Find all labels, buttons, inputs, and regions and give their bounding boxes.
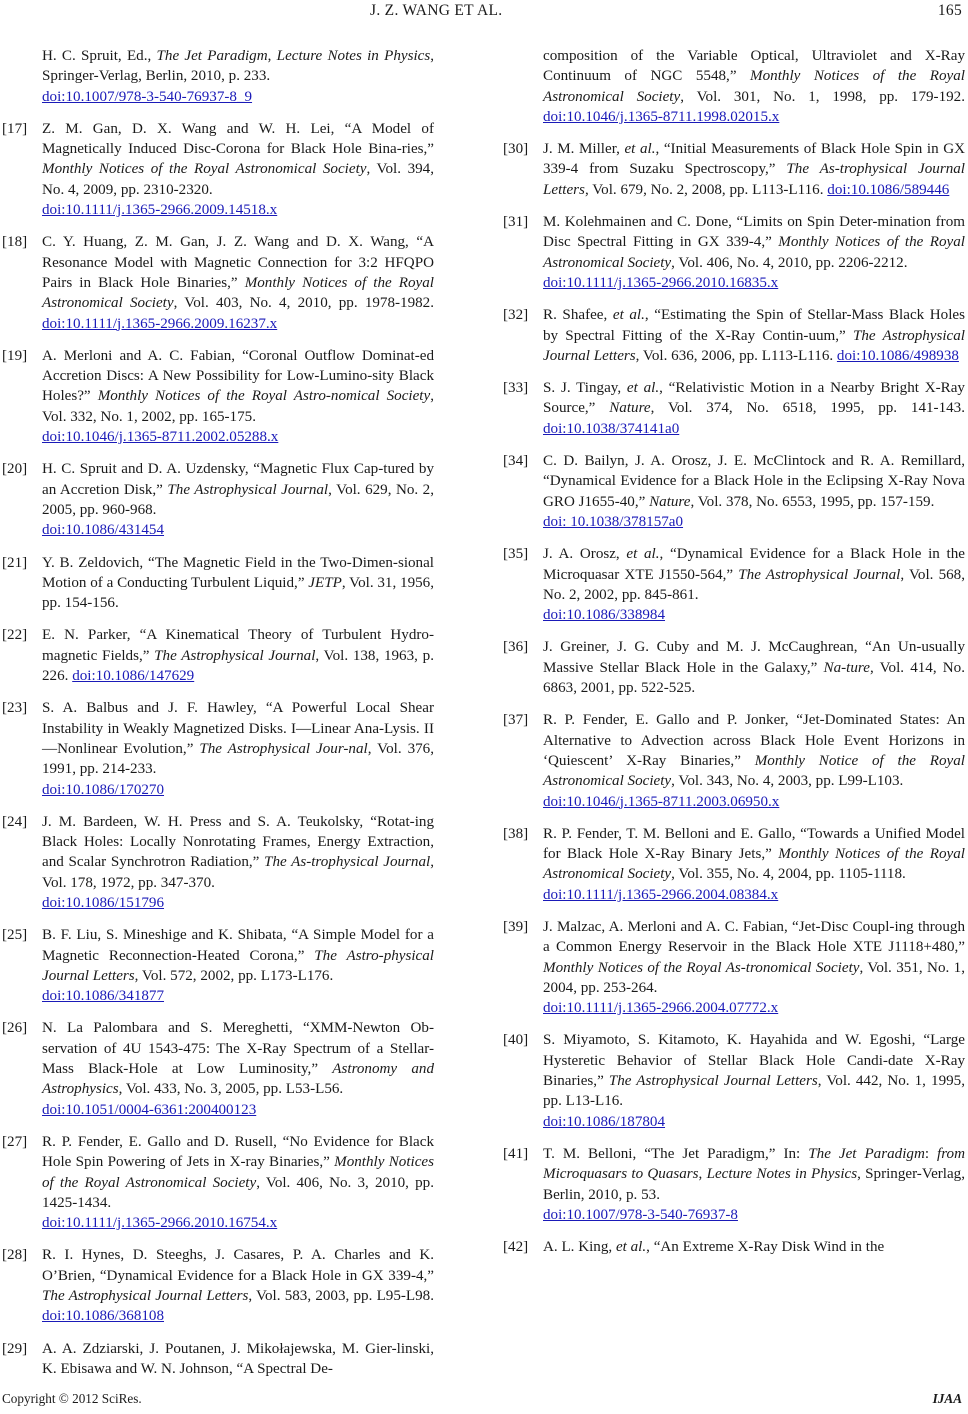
reference-number: [19] <box>2 347 28 364</box>
reference-entry <box>2 119 434 220</box>
reference-entry <box>503 305 965 366</box>
reference-entry <box>2 1132 434 1233</box>
reference-text: A. L. King, et al., “An Extreme X-Ray Disk Wind in the <box>543 1239 885 1256</box>
reference-text: R. I. Hynes, D. Steeghs, J. Casares, P. A. Charles and K. O’Brien, “Dynamical Evidence for a Black Hole in GX 339-4,” The Astrophysical Journal Letters, Vol. 583, 2003, pp. L95-L98. <box>42 1247 434 1305</box>
reference-text: J. Greiner, J. G. Cuby and M. J. McCaughrean, “An Un-usually Massive Stellar Black Hole in the Galaxy,” Na-ture, Vol. 414, No. 6863, 2001, pp. 522-525. <box>543 639 965 697</box>
reference-entry <box>503 544 965 625</box>
reference-text: R. Shafee, et al., “Estimating the Spin of Stellar-Mass Black Holes by Spectral Fitting of the X-Ray Contin-uum,” The Astrophysical Journal Letters, Vol. 636, 2006, pp. L113-L116. <box>543 307 965 364</box>
reference-entry <box>503 1144 965 1225</box>
reference-text: S. A. Balbus and J. F. Hawley, “A Powerful Local Shear Instability in Weakly Magnetized Disks. I—Linear Ana-Lysis. II—Nonlinear Evolution,” The Astrophysical Jour-nal, Vol. 376, 1991, pp. 214-233. <box>42 700 434 778</box>
reference-entry <box>2 553 434 614</box>
reference-entry <box>503 710 965 811</box>
reference-entry <box>2 1339 434 1380</box>
reference-number: [23] <box>2 700 28 717</box>
reference-text: Z. M. Gan, D. X. Wang and W. H. Lei, “A Model of Magnetically Induced Disc-Corona for Black Hole Bina-ries,” Monthly Notices of the Royal Astronomical Society, Vol. 394, No. 4, 2009, pp. 2310-2320. <box>42 120 434 198</box>
reference-number: [18] <box>2 234 28 251</box>
doi-link[interactable]: doi:10.1086/431454 <box>42 522 165 539</box>
reference-entry <box>503 378 965 439</box>
reference-number: [36] <box>503 639 529 656</box>
doi-link[interactable]: doi:10.1038/374141a0 <box>543 420 680 437</box>
reference-number: [28] <box>2 1247 28 1264</box>
reference-text: H. C. Spruit and D. A. Uzdensky, “Magnetic Flux Cap-tured by an Accretion Disk,” The Astrophysical Journal, Vol. 629, No. 2, 2005, pp. 960-968. <box>42 461 434 518</box>
doi-link[interactable]: doi:10.1111/j.1365-2966.2010.16835.x <box>543 274 779 291</box>
reference-number: [29] <box>2 1340 28 1357</box>
doi-link[interactable]: doi:10.1046/j.1365-8711.1998.02015.x <box>543 108 780 125</box>
reference-number: [37] <box>503 712 529 729</box>
references-left-column <box>2 46 434 1391</box>
doi-link[interactable]: doi:10.1111/j.1365-2966.2010.16754.x <box>42 1215 278 1232</box>
reference-text: J. M. Miller, et al., “Initial Measurements of Black Hole Spin in GX 339-4 from Suzaku Spectroscopy,” The As-trophysical Journal Letters, Vol. 679, No. 2, 2008, pp. L113-L116. <box>543 141 966 198</box>
running-head-authors: J. Z. WANG ET AL. <box>370 2 503 19</box>
reference-entry <box>503 139 965 200</box>
reference-text: S. Miyamoto, S. Kitamoto, K. Hayahida and W. Egoshi, “Large Hysteretic Behavior of Stellar Black Hole Candi-date X-Ray Binaries,” The Astrophysical Journal Letters, Vol. 442, No. 1, 1995, pp. L13-L16. <box>543 1032 965 1110</box>
reference-entry <box>2 1018 434 1119</box>
copyright-notice: Copyright © 2012 SciRes. <box>2 1391 142 1406</box>
doi-link[interactable]: doi:10.1086/341877 <box>42 988 165 1005</box>
reference-number: [40] <box>503 1032 529 1049</box>
doi-link[interactable]: doi:10.1086/498938 <box>836 347 959 364</box>
reference-number: [38] <box>503 825 529 842</box>
reference-number: [17] <box>2 120 28 137</box>
reference-entry <box>2 698 434 799</box>
page-number: 165 <box>937 2 962 19</box>
reference-number: [30] <box>503 141 529 158</box>
reference-text: composition of the Variable Optical, Ultraviolet and X-Ray Continuum of NGC 5548,” Monthly Notices of the Royal Astronomical Society, Vol. 301, No. 1, 1998, pp. 179-192. <box>543 48 965 105</box>
reference-text: T. M. Belloni, “The Jet Paradigm,” In: The Jet Paradigm: from Microquasars to Quasars, Lecture Notes in Physics, Springer-Verlag, Berlin, 2010, p. 53. <box>543 1145 966 1203</box>
doi-link[interactable]: doi:10.1086/368108 <box>42 1308 165 1325</box>
reference-number: [26] <box>2 1020 28 1037</box>
reference-entry <box>2 625 434 686</box>
references-right-column <box>503 46 965 1269</box>
doi-link[interactable]: doi:10.1111/j.1365-2966.2004.07772.x <box>543 1000 779 1017</box>
reference-number: [27] <box>2 1133 28 1150</box>
doi-link[interactable]: doi:10.1007/978-3-540-76937-8 <box>543 1206 738 1223</box>
journal-abbreviation: IJAA <box>932 1391 962 1406</box>
reference-entry <box>2 812 434 913</box>
reference-entry <box>2 232 434 333</box>
doi-link[interactable]: doi:10.1046/j.1365-8711.2003.06950.x <box>543 793 780 810</box>
reference-text: S. J. Tingay, et al., “Relativistic Motion in a Nearby Bright X-Ray Source,” Nature, Vol. 374, No. 6518, 1995, pp. 141-143. <box>543 380 965 417</box>
reference-entry <box>2 925 434 1006</box>
reference-number: [22] <box>2 627 28 644</box>
reference-number: [32] <box>503 307 529 324</box>
reference-text: N. La Palombara and S. Mereghetti, “XMM-Newton Ob-servation of 4U 1543-475: The X-Ray Spectrum of a Stellar-Mass Black-Hole at Low Luminosity,” Astronomy and Astrophysics, Vol. 433, No. 3, 2005, pp. L53-L56. <box>42 1020 434 1098</box>
reference-text: B. F. Liu, S. Mineshige and K. Shibata, “A Simple Model for a Magnetic Reconnection-Heated Corona,” The Astro-physical Journal Letters, Vol. 572, 2002, pp. L173-L176. <box>42 927 434 984</box>
reference-entry <box>2 346 434 447</box>
doi-link[interactable]: doi:10.1111/j.1365-2966.2004.08384.x <box>543 886 779 903</box>
reference-number: [25] <box>2 927 28 944</box>
reference-number: [42] <box>503 1239 529 1256</box>
doi-link[interactable]: doi:10.1051/0004-6361:200400123 <box>42 1101 257 1118</box>
reference-entry <box>503 1237 965 1257</box>
doi-link[interactable]: doi:10.1086/147629 <box>72 668 195 685</box>
reference-number: [39] <box>503 918 529 935</box>
reference-text: A. A. Zdziarski, J. Poutanen, J. Mikołajewska, M. Gier-linski, K. Ebisawa and W. N. Johnson, “A Spectral De- <box>42 1340 434 1377</box>
reference-text: R. P. Fender, E. Gallo and P. Jonker, “Jet-Dominated States: An Alternative to Advection across Black Hole Event Horizons in ‘Quiescent’ X-Ray Binaries,” Monthly Notice of the Royal Astronomical Society, Vol. 343, No. 4, 2003, pp. L99-L103. <box>543 712 965 790</box>
doi-link[interactable]: doi:10.1086/187804 <box>543 1113 666 1130</box>
reference-text: A. Merloni and A. C. Fabian, “Coronal Outflow Dominat-ed Accretion Discs: A New Possibility for Low-Lumino-sity Black Holes?” Monthly Notices of the Royal Astro-nomical Society, Vol. 332, No. 1, 2002, pp. 165-175. <box>42 347 434 425</box>
reference-text: R. P. Fender, T. M. Belloni and E. Gallo, “Towards a Unified Model for Black Hole X-Ray Binary Jets,” Monthly Notices of the Royal Astronomical Society, Vol. 355, No. 4, 2004, pp. 1105-1118. <box>543 825 965 883</box>
reference-entry <box>503 46 965 127</box>
reference-text: E. N. Parker, “A Kinematical Theory of Turbulent Hydro-magnetic Fields,” The Astrophysical Journal, Vol. 138, 1963, p. 226. <box>42 627 434 685</box>
reference-number: [31] <box>503 214 529 231</box>
reference-text: M. Kolehmainen and C. Done, “Limits on Spin Deter-mination from Disc Spectral Fitting in GX 339-4,” Monthly Notices of the Royal Astronomical Society, Vol. 406, No. 4, 2010, pp. 2206-2212. <box>543 214 965 271</box>
reference-text: J. A. Orosz, et al., “Dynamical Evidence for a Black Hole in the Microquasar XTE J1550-564,” The Astrophysical Journal, Vol. 568, No. 2, 2002, pp. 845-861. <box>543 546 965 603</box>
reference-entry <box>2 459 434 540</box>
reference-entry <box>503 451 965 532</box>
reference-entry <box>503 212 965 293</box>
reference-text: C. D. Bailyn, J. A. Orosz, J. E. McClintock and R. A. Remillard, “Dynamical Evidence for a Black Hole in the Eclipsing X-Ray Nova GRO J1655-40,” Nature, Vol. 378, No. 6553, 1995, pp. 157-159. <box>543 453 965 510</box>
doi-link[interactable]: doi:10.1086/589446 <box>827 181 950 198</box>
reference-entry <box>503 824 965 905</box>
reference-text: H. C. Spruit, Ed., The Jet Paradigm, Lecture Notes in Physics, Springer-Verlag, Berlin, 2010, p. 233. <box>42 48 434 85</box>
doi-link[interactable]: doi:10.1046/j.1365-8711.2002.05288.x <box>42 429 279 446</box>
reference-entry <box>2 46 434 107</box>
doi-link[interactable]: doi:10.1111/j.1365-2966.2009.16237.x <box>42 315 278 332</box>
doi-link[interactable]: doi:10.1086/151796 <box>42 894 165 911</box>
doi-link[interactable]: doi:10.1086/338984 <box>543 607 666 624</box>
running-head <box>0 2 968 24</box>
doi-link[interactable]: doi:10.1111/j.1365-2966.2009.14518.x <box>42 202 278 219</box>
reference-number: [21] <box>2 554 28 571</box>
reference-entry <box>2 1245 434 1326</box>
reference-text: J. M. Bardeen, W. H. Press and S. A. Teukolsky, “Rotat-ing Black Holes: Locally Nonrotating Frames, Energy Extraction, and Scalar Synchrotron Radiation,” The As-trophysical Journal, Vol. 178, 1972, pp. 347-370. <box>42 813 434 891</box>
reference-text: C. Y. Huang, Z. M. Gan, J. Z. Wang and D. X. Wang, “A Resonance Model with Magnetic Connection for 3:2 HFQPO Pairs in Black Hole Binaries,” Monthly Notices of the Royal Astronomical Society, Vol. 403, No. 4, 2010, pp. 1978-1982. <box>42 234 434 312</box>
reference-text: R. P. Fender, E. Gallo and D. Rusell, “No Evidence for Black Hole Spin Powering of Jets in X-ray Binaries,” Monthly Notices of the Royal Astronomical Society, Vol. 406, No. 3, 2010, pp. 1425-1434. <box>42 1133 434 1211</box>
reference-number: [24] <box>2 813 28 830</box>
reference-number: [34] <box>503 453 529 470</box>
reference-number: [35] <box>503 546 529 563</box>
doi-link[interactable]: doi:10.1007/978-3-540-76937-8_9 <box>42 88 253 105</box>
reference-number: [33] <box>503 380 529 397</box>
doi-link[interactable]: doi:10.1086/170270 <box>42 781 165 798</box>
doi-link[interactable]: doi: 10.1038/378157a0 <box>543 513 684 530</box>
reference-text: J. Malzac, A. Merloni and A. C. Fabian, “Jet-Disc Coupl-ing through a Common Energy Reservoir in the Black Hole XTE J1118+480,” Monthly Notices of the Royal As-tronomical Society, Vol. 351, No. 1, 2004, pp. 253-264. <box>543 918 965 996</box>
reference-entry <box>503 637 965 698</box>
reference-entry <box>503 917 965 1018</box>
reference-entry <box>503 1030 965 1131</box>
reference-text: Y. B. Zeldovich, “The Magnetic Field in the Two-Dimen-sional Motion of a Conducting Turbulent Liquid,” JETP, Vol. 31, 1956, pp. 154-156. <box>42 554 434 612</box>
reference-number: [41] <box>503 1145 529 1162</box>
reference-number: [20] <box>2 461 28 478</box>
